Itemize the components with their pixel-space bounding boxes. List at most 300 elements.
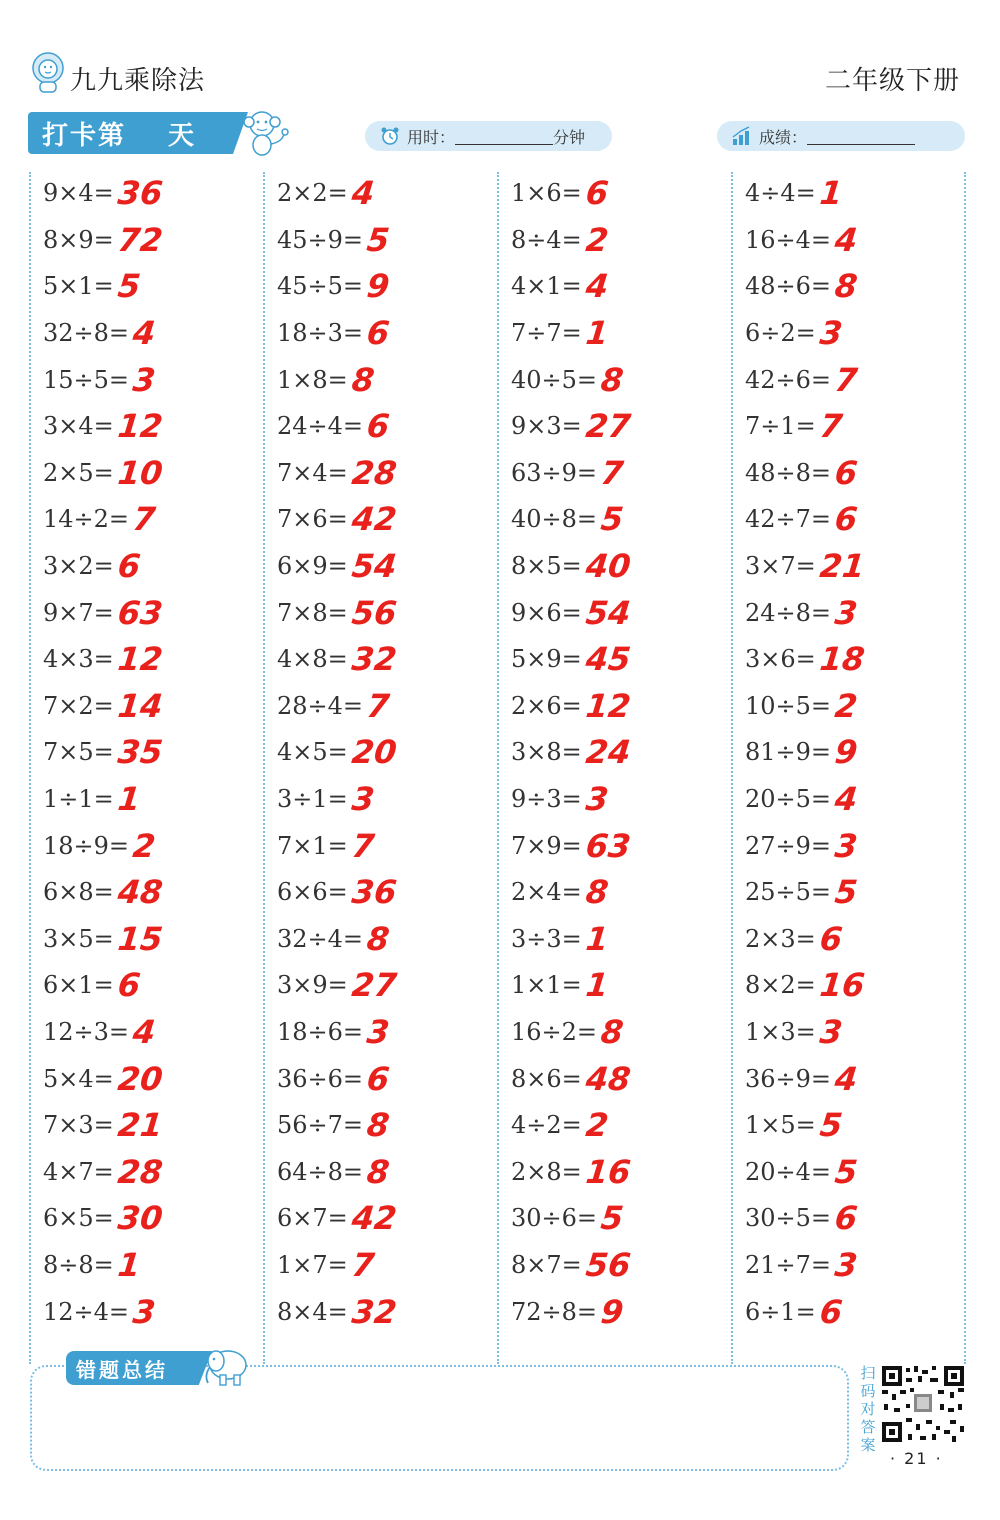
handwritten-answer[interactable]: 2 xyxy=(583,1106,611,1145)
problem-equation: 2×4= xyxy=(511,878,582,907)
problem-equation: 64÷8= xyxy=(277,1157,364,1186)
problem-row xyxy=(277,1102,502,1149)
problem-equation: 42÷7= xyxy=(745,505,832,534)
handwritten-answer[interactable]: 18 xyxy=(817,640,867,679)
handwritten-answer[interactable]: 12 xyxy=(115,407,165,446)
problem-equation: 7×6= xyxy=(277,505,348,534)
problem-equation: 45÷9= xyxy=(277,225,364,254)
problem-equation: 2×2= xyxy=(277,179,348,208)
problem-equation: 1×3= xyxy=(745,1017,816,1046)
handwritten-answer[interactable]: 21 xyxy=(817,547,867,586)
problem-row xyxy=(511,962,736,1009)
handwritten-answer[interactable]: 6 xyxy=(817,919,845,958)
problem-row xyxy=(511,263,736,310)
problem-equation: 1×5= xyxy=(745,1111,816,1140)
handwritten-answer[interactable]: 4 xyxy=(349,174,377,213)
problem-equation: 8×9= xyxy=(43,225,114,254)
problem-equation: 30÷6= xyxy=(511,1204,598,1233)
problem-row xyxy=(277,217,502,264)
problem-row xyxy=(745,356,970,403)
grade-label: 二年级下册 xyxy=(824,66,960,96)
problem-equation: 1×8= xyxy=(277,365,348,394)
problem-equation: 10÷5= xyxy=(745,691,832,720)
problem-row xyxy=(277,1009,502,1056)
problem-equation: 4÷4= xyxy=(745,179,816,208)
problem-equation: 2×5= xyxy=(43,458,114,487)
handwritten-answer[interactable]: 3 xyxy=(833,826,860,865)
problem-equation: 6×1= xyxy=(43,971,114,1000)
problem-row xyxy=(745,1102,970,1149)
handwritten-answer[interactable]: 3 xyxy=(833,1245,860,1284)
problem-equation: 9×4= xyxy=(43,179,114,208)
problem-row xyxy=(43,1242,268,1289)
bar-chart-icon xyxy=(731,125,753,147)
problem-row xyxy=(745,729,970,776)
handwritten-answer[interactable]: 7 xyxy=(349,1245,377,1284)
problem-equation: 7×1= xyxy=(277,831,348,860)
alarm-clock-icon xyxy=(379,125,401,147)
handwritten-answer[interactable]: 14 xyxy=(115,686,165,725)
handwritten-answer[interactable]: 24 xyxy=(583,733,633,772)
problem-equation: 6×9= xyxy=(277,552,348,581)
problem-equation: 5×1= xyxy=(43,272,114,301)
problem-row xyxy=(745,776,970,823)
handwritten-answer[interactable]: 32 xyxy=(349,1292,399,1331)
handwritten-answer[interactable]: 28 xyxy=(349,453,399,492)
problem-equation: 81÷9= xyxy=(745,738,832,767)
problem-row xyxy=(277,450,502,497)
problem-row xyxy=(277,1148,502,1195)
problem-equation: 1÷1= xyxy=(43,785,114,814)
problem-row xyxy=(745,1288,970,1335)
problem-equation: 20÷4= xyxy=(745,1157,832,1186)
problem-row xyxy=(511,1102,736,1149)
problem-row xyxy=(511,543,736,590)
problem-equation: 7×9= xyxy=(511,831,582,860)
handwritten-answer[interactable]: 27 xyxy=(349,966,399,1005)
problem-row xyxy=(511,822,736,869)
problem-equation: 7÷7= xyxy=(511,319,582,348)
problem-row xyxy=(43,263,268,310)
problem-row xyxy=(43,1148,268,1195)
problem-row xyxy=(277,1055,502,1102)
handwritten-answer[interactable]: 1 xyxy=(115,1245,143,1284)
handwritten-answer[interactable]: 1 xyxy=(817,174,845,213)
handwritten-answer[interactable]: 8 xyxy=(833,267,860,306)
handwritten-answer[interactable]: 2 xyxy=(583,220,611,259)
problem-equation: 8×7= xyxy=(511,1250,582,1279)
handwritten-answer[interactable]: 5 xyxy=(599,1199,626,1238)
problem-row xyxy=(277,776,502,823)
handwritten-answer[interactable]: 21 xyxy=(115,1106,165,1145)
handwritten-answer[interactable]: 56 xyxy=(583,1245,633,1284)
handwritten-answer[interactable]: 6 xyxy=(115,547,143,586)
problem-row xyxy=(511,729,736,776)
page-number: · 21 · xyxy=(890,1449,943,1468)
problem-equation: 8×6= xyxy=(511,1064,582,1093)
lion-icon xyxy=(28,50,68,94)
problem-equation: 5×4= xyxy=(43,1064,114,1093)
problem-equation: 28÷4= xyxy=(277,691,364,720)
problem-row xyxy=(43,450,268,497)
problem-equation: 18÷9= xyxy=(43,831,130,860)
problem-equation: 5×9= xyxy=(511,645,582,674)
problem-equation: 7×3= xyxy=(43,1111,114,1140)
problem-equation: 18÷6= xyxy=(277,1017,364,1046)
problem-row xyxy=(511,1055,736,1102)
problem-row xyxy=(511,170,736,217)
checkin-prefix: 打卡第 xyxy=(42,120,127,151)
problem-equation: 32÷8= xyxy=(43,319,130,348)
problem-row xyxy=(277,496,502,543)
problem-equation: 3×9= xyxy=(277,971,348,1000)
problem-row xyxy=(43,1288,268,1335)
handwritten-answer[interactable]: 5 xyxy=(599,500,626,539)
problem-equation: 27÷9= xyxy=(745,831,832,860)
handwritten-answer[interactable]: 36 xyxy=(349,873,399,912)
handwritten-answer[interactable]: 1 xyxy=(583,966,611,1005)
score-label: 成绩： xyxy=(759,127,808,147)
handwritten-answer[interactable]: 8 xyxy=(365,1106,392,1145)
problem-row xyxy=(745,869,970,916)
problem-row xyxy=(277,356,502,403)
handwritten-answer[interactable]: 7 xyxy=(599,453,626,492)
problem-equation: 7×2= xyxy=(43,691,114,720)
problem-equation: 36÷6= xyxy=(277,1064,364,1093)
problem-equation: 16÷2= xyxy=(511,1017,598,1046)
handwritten-answer[interactable]: 7 xyxy=(349,826,377,865)
handwritten-answer[interactable]: 6 xyxy=(833,453,860,492)
problem-equation: 6×5= xyxy=(43,1204,114,1233)
handwritten-answer[interactable]: 3 xyxy=(817,314,845,353)
problem-row xyxy=(277,822,502,869)
handwritten-answer[interactable]: 8 xyxy=(583,873,611,912)
handwritten-answer[interactable]: 8 xyxy=(599,360,626,399)
handwritten-answer[interactable]: 48 xyxy=(115,873,165,912)
qr-code-icon[interactable] xyxy=(880,1364,966,1444)
problem-equation: 3×7= xyxy=(745,552,816,581)
problem-row xyxy=(745,683,970,730)
problem-equation: 3×2= xyxy=(43,552,114,581)
handwritten-answer[interactable]: 16 xyxy=(817,966,867,1005)
problem-equation: 3×6= xyxy=(745,645,816,674)
handwritten-answer[interactable]: 72 xyxy=(115,220,165,259)
handwritten-answer[interactable]: 4 xyxy=(583,267,611,306)
problem-row xyxy=(43,170,268,217)
mistakes-summary-label: 错题总结 xyxy=(66,1351,196,1385)
problem-row xyxy=(43,1195,268,1242)
problem-row xyxy=(43,776,268,823)
problem-equation: 4×1= xyxy=(511,272,582,301)
handwritten-answer[interactable]: 7 xyxy=(833,360,860,399)
problem-row xyxy=(745,403,970,450)
problem-row xyxy=(745,962,970,1009)
problem-equation: 14÷2= xyxy=(43,505,130,534)
problem-equation: 48÷6= xyxy=(745,272,832,301)
problem-row xyxy=(511,589,736,636)
problem-row xyxy=(745,1242,970,1289)
elephant-icon xyxy=(198,1343,254,1389)
problem-equation: 12÷3= xyxy=(43,1017,130,1046)
handwritten-answer[interactable]: 7 xyxy=(365,686,392,725)
problem-row xyxy=(745,822,970,869)
handwritten-answer[interactable]: 4 xyxy=(131,1012,158,1051)
handwritten-answer[interactable]: 12 xyxy=(115,640,165,679)
monkey-icon xyxy=(236,104,292,160)
problem-equation: 48÷8= xyxy=(745,458,832,487)
problem-row xyxy=(745,263,970,310)
problem-equation: 6×7= xyxy=(277,1204,348,1233)
problem-equation: 3×5= xyxy=(43,924,114,953)
handwritten-answer[interactable]: 48 xyxy=(583,1059,633,1098)
handwritten-answer[interactable]: 40 xyxy=(583,547,633,586)
problem-equation: 4×5= xyxy=(277,738,348,767)
handwritten-answer[interactable]: 3 xyxy=(131,360,158,399)
handwritten-answer[interactable]: 6 xyxy=(365,407,392,446)
handwritten-answer[interactable]: 12 xyxy=(583,686,633,725)
problem-equation: 7×5= xyxy=(43,738,114,767)
handwritten-answer[interactable]: 1 xyxy=(583,314,611,353)
handwritten-answer[interactable]: 2 xyxy=(131,826,158,865)
problem-row xyxy=(745,1148,970,1195)
score-field xyxy=(717,121,965,151)
handwritten-answer[interactable]: 9 xyxy=(599,1292,626,1331)
handwritten-answer[interactable]: 1 xyxy=(115,780,143,819)
problem-row xyxy=(43,1055,268,1102)
problem-equation: 8÷8= xyxy=(43,1250,114,1279)
problem-row xyxy=(511,1009,736,1056)
handwritten-answer[interactable]: 6 xyxy=(365,1059,392,1098)
problem-equation: 7×4= xyxy=(277,458,348,487)
handwritten-answer[interactable]: 42 xyxy=(349,500,399,539)
handwritten-answer[interactable]: 63 xyxy=(583,826,633,865)
problem-row xyxy=(745,1055,970,1102)
handwritten-answer[interactable]: 5 xyxy=(365,220,392,259)
handwritten-answer[interactable]: 2 xyxy=(833,686,860,725)
problem-row xyxy=(745,589,970,636)
handwritten-answer[interactable]: 3 xyxy=(131,1292,158,1331)
problem-row xyxy=(43,916,268,963)
problem-row xyxy=(511,869,736,916)
problem-row xyxy=(277,263,502,310)
problem-column-2 xyxy=(277,170,502,1335)
problem-equation: 3×4= xyxy=(43,412,114,441)
problem-equation: 1×7= xyxy=(277,1250,348,1279)
problem-row xyxy=(43,496,268,543)
problem-row xyxy=(43,869,268,916)
problem-equation: 6×8= xyxy=(43,878,114,907)
handwritten-answer[interactable]: 15 xyxy=(115,919,165,958)
problem-equation: 21÷7= xyxy=(745,1250,832,1279)
problem-row xyxy=(511,916,736,963)
problem-equation: 9×7= xyxy=(43,598,114,627)
problem-row xyxy=(745,170,970,217)
problem-equation: 6÷1= xyxy=(745,1297,816,1326)
problem-row xyxy=(511,403,736,450)
problem-column-3 xyxy=(511,170,736,1335)
problem-equation: 15÷5= xyxy=(43,365,130,394)
handwritten-answer[interactable]: 5 xyxy=(817,1106,845,1145)
handwritten-answer[interactable]: 8 xyxy=(349,360,377,399)
handwritten-answer[interactable]: 28 xyxy=(115,1152,165,1191)
problem-row xyxy=(277,310,502,357)
book-title: 九九乘除法 xyxy=(70,66,206,96)
problem-row xyxy=(511,636,736,683)
handwritten-answer[interactable]: 6 xyxy=(833,1199,860,1238)
problem-row xyxy=(511,1195,736,1242)
problem-row xyxy=(511,450,736,497)
problem-row xyxy=(43,822,268,869)
problem-equation: 2×3= xyxy=(745,924,816,953)
handwritten-answer[interactable]: 8 xyxy=(365,919,392,958)
handwritten-answer[interactable]: 9 xyxy=(365,267,392,306)
score-input-line[interactable] xyxy=(807,128,915,145)
problem-equation: 56÷7= xyxy=(277,1111,364,1140)
problem-equation: 2×6= xyxy=(511,691,582,720)
handwritten-answer[interactable]: 6 xyxy=(583,174,611,213)
handwritten-answer[interactable]: 20 xyxy=(349,733,399,772)
handwritten-answer[interactable]: 1 xyxy=(583,919,611,958)
handwritten-answer[interactable]: 16 xyxy=(583,1152,633,1191)
problem-row xyxy=(745,636,970,683)
handwritten-answer[interactable]: 54 xyxy=(349,547,399,586)
problem-equation: 4×8= xyxy=(277,645,348,674)
time-unit: 分钟 xyxy=(553,127,586,147)
problem-equation: 3÷3= xyxy=(511,924,582,953)
problem-equation: 1×1= xyxy=(511,971,582,1000)
problem-equation: 8÷4= xyxy=(511,225,582,254)
problem-row xyxy=(745,916,970,963)
problem-row xyxy=(43,636,268,683)
handwritten-answer[interactable]: 9 xyxy=(833,733,860,772)
problem-row xyxy=(511,496,736,543)
problem-equation: 3÷1= xyxy=(277,785,348,814)
handwritten-answer[interactable]: 8 xyxy=(365,1152,392,1191)
handwritten-answer[interactable]: 4 xyxy=(833,220,860,259)
handwritten-answer[interactable]: 3 xyxy=(583,780,611,819)
problem-row xyxy=(277,729,502,776)
problem-row xyxy=(277,683,502,730)
problem-equation: 32÷4= xyxy=(277,924,364,953)
problem-row xyxy=(277,869,502,916)
problem-row xyxy=(511,217,736,264)
problem-row xyxy=(511,1242,736,1289)
problem-equation: 12÷4= xyxy=(43,1297,130,1326)
problem-equation: 16÷4= xyxy=(745,225,832,254)
problem-equation: 9×3= xyxy=(511,412,582,441)
handwritten-answer[interactable]: 30 xyxy=(115,1199,165,1238)
handwritten-answer[interactable]: 3 xyxy=(349,780,377,819)
handwritten-answer[interactable]: 5 xyxy=(833,873,860,912)
time-input-line[interactable] xyxy=(455,128,553,145)
handwritten-answer[interactable]: 32 xyxy=(349,640,399,679)
problem-column-4 xyxy=(745,170,970,1335)
time-field xyxy=(365,121,612,151)
problem-row xyxy=(511,310,736,357)
handwritten-answer[interactable]: 4 xyxy=(131,314,158,353)
problem-row xyxy=(511,683,736,730)
handwritten-answer[interactable]: 7 xyxy=(131,500,158,539)
problem-row xyxy=(277,636,502,683)
handwritten-answer[interactable]: 10 xyxy=(115,453,165,492)
problem-row xyxy=(511,1288,736,1335)
problem-row xyxy=(277,1242,502,1289)
problem-row xyxy=(745,496,970,543)
handwritten-answer[interactable]: 35 xyxy=(115,733,165,772)
problem-equation: 30÷5= xyxy=(745,1204,832,1233)
problem-equation: 72÷8= xyxy=(511,1297,598,1326)
problem-equation: 3×8= xyxy=(511,738,582,767)
handwritten-answer[interactable]: 27 xyxy=(583,407,633,446)
handwritten-answer[interactable]: 3 xyxy=(817,1012,845,1051)
problem-equation: 4÷2= xyxy=(511,1111,582,1140)
handwritten-answer[interactable]: 6 xyxy=(115,966,143,1005)
handwritten-answer[interactable]: 8 xyxy=(599,1012,626,1051)
problem-row xyxy=(43,1009,268,1056)
handwritten-answer[interactable]: 20 xyxy=(115,1059,165,1098)
problem-row xyxy=(43,729,268,776)
problem-equation: 6×6= xyxy=(277,878,348,907)
handwritten-answer[interactable]: 36 xyxy=(115,174,165,213)
handwritten-answer[interactable]: 7 xyxy=(817,407,845,446)
scan-answers-label: 扫码对答案 xyxy=(860,1364,876,1454)
problem-row xyxy=(277,170,502,217)
handwritten-answer[interactable]: 4 xyxy=(833,780,860,819)
handwritten-answer[interactable]: 54 xyxy=(583,593,633,632)
problem-equation: 1×6= xyxy=(511,179,582,208)
handwritten-answer[interactable]: 45 xyxy=(583,640,633,679)
problem-row xyxy=(277,916,502,963)
handwritten-answer[interactable]: 3 xyxy=(833,593,860,632)
problem-equation: 40÷8= xyxy=(511,505,598,534)
problem-row xyxy=(43,962,268,1009)
handwritten-answer[interactable]: 5 xyxy=(833,1152,860,1191)
problem-equation: 6÷2= xyxy=(745,319,816,348)
problem-row xyxy=(277,1288,502,1335)
problem-equation: 18÷3= xyxy=(277,319,364,348)
problem-row xyxy=(43,217,268,264)
problem-equation: 7÷1= xyxy=(745,412,816,441)
problem-equation: 24÷4= xyxy=(277,412,364,441)
handwritten-answer[interactable]: 42 xyxy=(349,1199,399,1238)
problem-row xyxy=(745,217,970,264)
handwritten-answer[interactable]: 5 xyxy=(115,267,143,306)
handwritten-answer[interactable]: 4 xyxy=(833,1059,860,1098)
problem-row xyxy=(511,356,736,403)
problem-row xyxy=(277,543,502,590)
problem-equation: 24÷8= xyxy=(745,598,832,627)
problem-equation: 2×8= xyxy=(511,1157,582,1186)
problem-row xyxy=(43,1102,268,1149)
problem-equation: 20÷5= xyxy=(745,785,832,814)
handwritten-answer[interactable]: 6 xyxy=(365,314,392,353)
problem-row xyxy=(745,543,970,590)
handwritten-answer[interactable]: 63 xyxy=(115,593,165,632)
handwritten-answer[interactable]: 6 xyxy=(833,500,860,539)
problem-equation: 8×2= xyxy=(745,971,816,1000)
handwritten-answer[interactable]: 3 xyxy=(365,1012,392,1051)
problem-equation: 25÷5= xyxy=(745,878,832,907)
problem-row xyxy=(745,450,970,497)
problem-row xyxy=(43,310,268,357)
problem-row xyxy=(277,1195,502,1242)
problem-row xyxy=(43,589,268,636)
problem-row xyxy=(43,543,268,590)
column-border-left xyxy=(29,172,31,1364)
problem-row xyxy=(511,1148,736,1195)
handwritten-answer[interactable]: 6 xyxy=(817,1292,845,1331)
handwritten-answer[interactable]: 56 xyxy=(349,593,399,632)
